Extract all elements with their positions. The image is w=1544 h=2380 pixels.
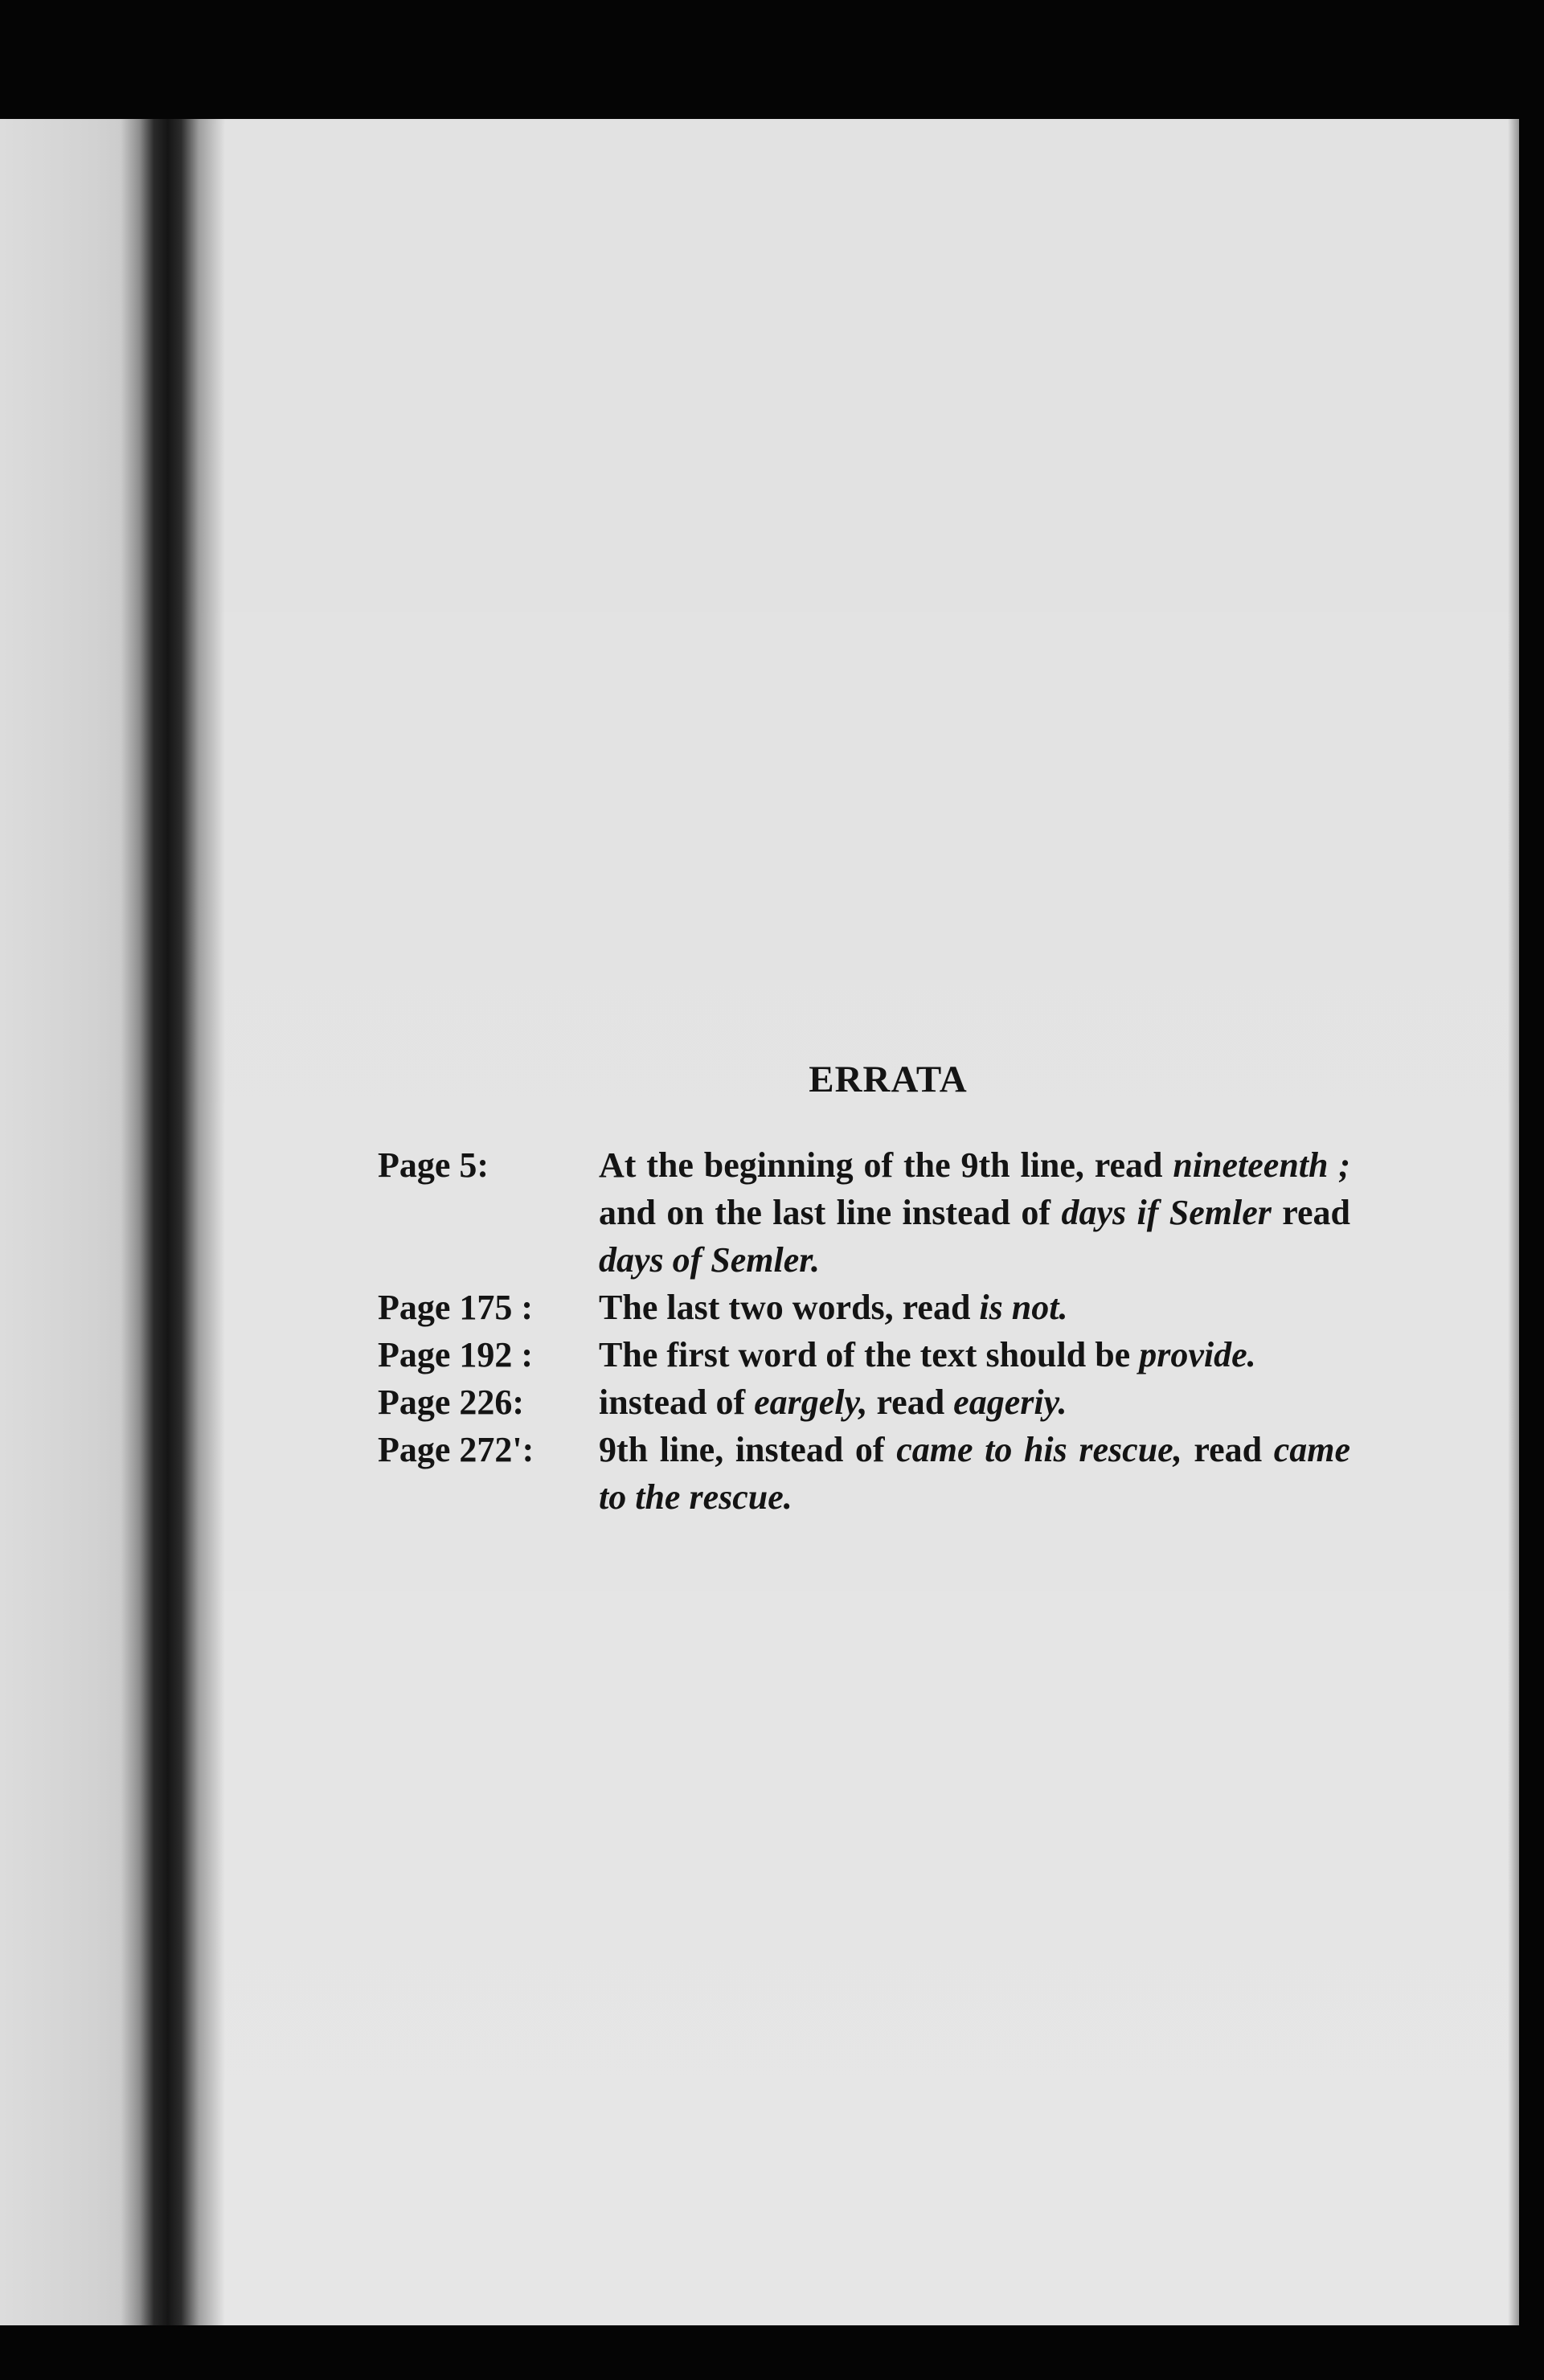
page-edge-shadow [1508,119,1519,2325]
italic-term: nineteenth ; [1173,1145,1351,1185]
italic-term: came to the rescue. [599,1430,1350,1517]
italic-term: days of Semler. [599,1240,820,1280]
errata-page-label: Page 226: [378,1383,525,1422]
errata-entry [378,1284,1350,1331]
text-run: instead of [599,1383,755,1422]
errata-list [378,1141,1350,1521]
errata-correction-text [599,1331,1350,1378]
text-run: and on the last line instead of [599,1193,1062,1232]
italic-term: is not. [979,1288,1068,1327]
errata-page-label: Page 175 : [378,1288,534,1327]
text-run: read [867,1383,954,1422]
errata-correction-text [599,1141,1350,1284]
errata-correction-text [599,1378,1350,1426]
errata-correction-text [599,1284,1350,1331]
text-run: At the beginning of the 9th line, read [599,1145,1173,1185]
italic-term: came to his rescue, [896,1430,1182,1469]
book-page [0,119,1519,2325]
errata-entry [378,1426,1350,1521]
errata-page-label: Page 272': [378,1430,534,1469]
text-run: read [1271,1193,1351,1232]
errata-entry [378,1141,1350,1284]
italic-term: eargely, [754,1383,868,1422]
errata-page-label: Page 192 : [378,1335,534,1374]
italic-term: eageriy. [953,1383,1067,1422]
binding-gutter [121,119,225,2325]
errata-page-label: Page 5: [378,1145,489,1185]
errata-correction-text [599,1426,1350,1521]
text-run: 9th line, instead of [599,1430,897,1469]
text-run: The first word of the text should be [599,1335,1140,1374]
italic-term: provide. [1139,1335,1256,1374]
errata-heading: ERRATA [809,1059,968,1100]
italic-term: days if Semler [1061,1193,1272,1232]
text-run: The last two words, read [599,1288,980,1327]
text-run: read [1182,1430,1274,1469]
errata-block [378,1058,1350,1521]
errata-entry [378,1378,1350,1426]
errata-entry [378,1331,1350,1378]
